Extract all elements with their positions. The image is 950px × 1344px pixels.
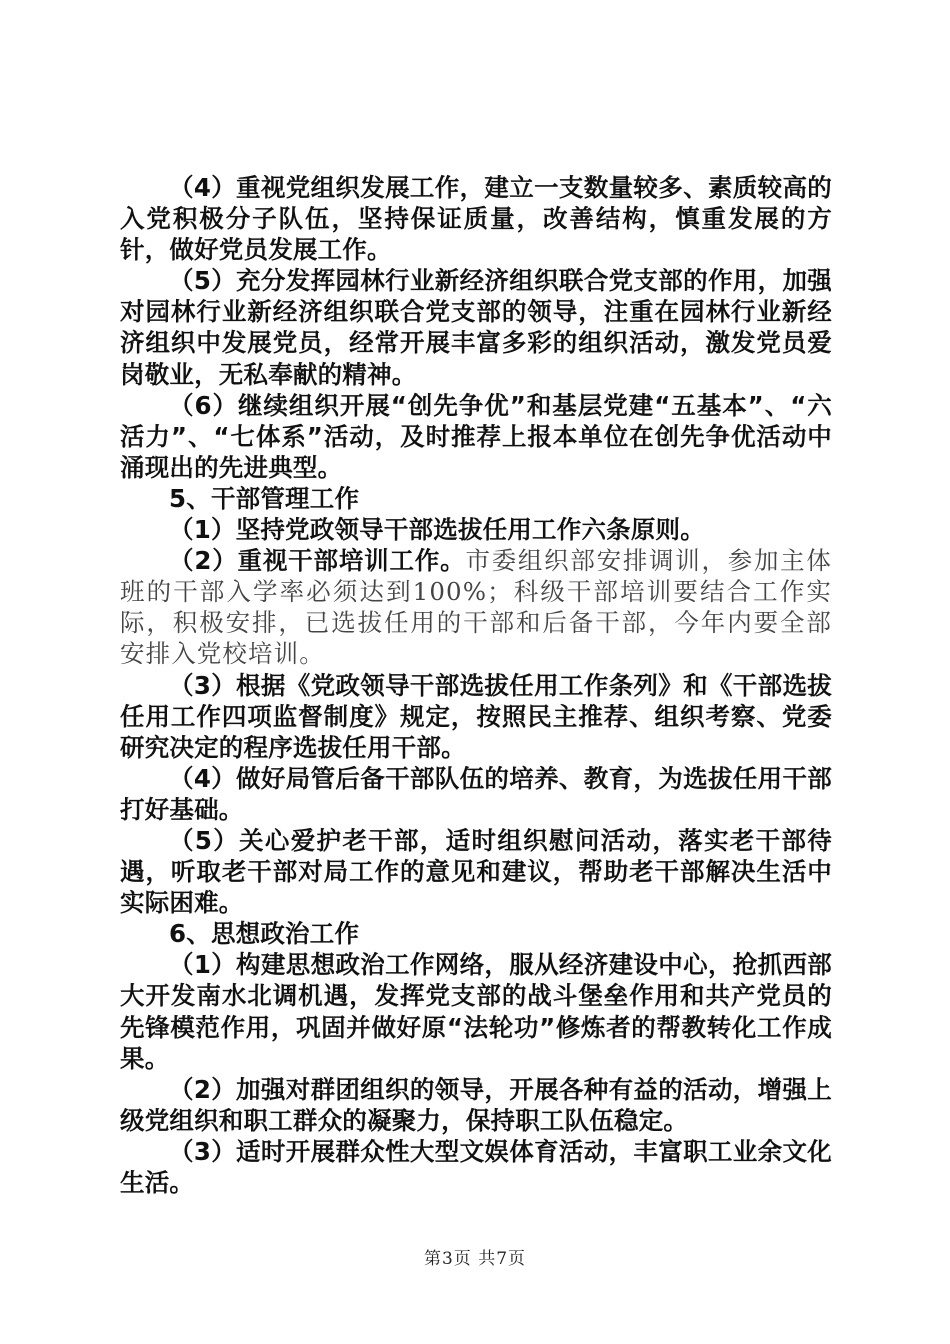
heading-text: 6、思想政治工作 [169, 919, 360, 949]
paragraph-cadre-training [120, 545, 832, 669]
paragraph-text: （2）加强对群团组织的领导，开展各种有益的活动，增强上级党组织和职工群众的凝聚力，保持职工队伍稳定。 [120, 1074, 832, 1135]
paragraph-excellence-activities [120, 390, 832, 483]
paragraph-text: （4）重视党组织发展工作，建立一支数量较多、素质较高的入党积极分子队伍，坚持保证质量，改善结构，慎重发展的方针，做好党员发展工作。 [120, 173, 832, 265]
paragraph-text: （5）关心爱护老干部，适时组织慰问活动，落实老干部待遇，听取老干部对局工作的意见和建议，帮助老干部解决生活中实际困难。 [120, 825, 832, 918]
paragraph-text: （1）构建思想政治工作网络，服从经济建设中心，抢抓西部大开发南水北调机遇，发挥党支部的战斗堡垒作用和共产党员的先锋模范作用，巩固并做好原“法轮功”修炼者的帮教转化工作成果。 [120, 950, 832, 1073]
paragraph-cultural-activities [120, 1136, 832, 1198]
heading-text: 5、干部管理工作 [169, 483, 360, 513]
paragraph-text: （3）根据《党政领导干部选拔任用工作条列》和《干部选拔任用工作四项监督制度》规定，按照民主推荐、组织考察、党委研究决定的程序选拔任用干部。 [120, 670, 832, 762]
paragraph-text: （1）坚持党政领导干部选拔任用工作六条原则。 [169, 515, 705, 545]
paragraph-veteran-cadres [120, 825, 832, 918]
paragraph-selection-regulations [120, 670, 832, 763]
paragraph-text: （6）继续组织开展“创先争优”和基层党建“五基本”、“六活力”、“七体系”活动，及时推荐上报本单位在创先争优活动中涌现出的先进典型。 [120, 390, 832, 482]
paragraph-text: （5）充分发挥园林行业新经济组织联合党支部的作用，加强对园林行业新经济组织联合党支部的领导，注重在园林行业新经济组织中发展党员，经常开展丰富多彩的组织活动，激发党员爱岗敬业，无私奉献的精神。 [120, 266, 832, 389]
paragraph-text: （2）重视干部培训工作。 [169, 546, 466, 576]
paragraph-landscape-party-branch [120, 265, 832, 389]
paragraph-text: （4）做好局管后备干部队伍的培养、教育，为选拔任用干部打好基础。 [120, 763, 832, 824]
section-heading-ideological-work [120, 918, 832, 949]
paragraph-text-light: 市委组织部安排调训，参加主体班的干部入学率必须达到100%；科级干部培训要结合工作实际，积极安排，已选拔任用的干部和后备干部，今年内要全部安排入党校培训。 [120, 546, 833, 669]
paragraph-selection-principles [120, 514, 832, 545]
page-number-footer [0, 1244, 950, 1269]
paragraph-ideological-network [120, 949, 832, 1073]
paragraph-mass-organizations [120, 1074, 832, 1136]
paragraph-text: （3）适时开展群众性大型文娱体育活动，丰富职工业余文化生活。 [120, 1136, 832, 1197]
paragraph-party-development [120, 172, 832, 265]
paragraph-reserve-cadres [120, 763, 832, 825]
document-body [120, 172, 832, 1198]
page-label: 第3页 共7页 [423, 1249, 527, 1269]
section-heading-cadre-management [120, 483, 832, 514]
